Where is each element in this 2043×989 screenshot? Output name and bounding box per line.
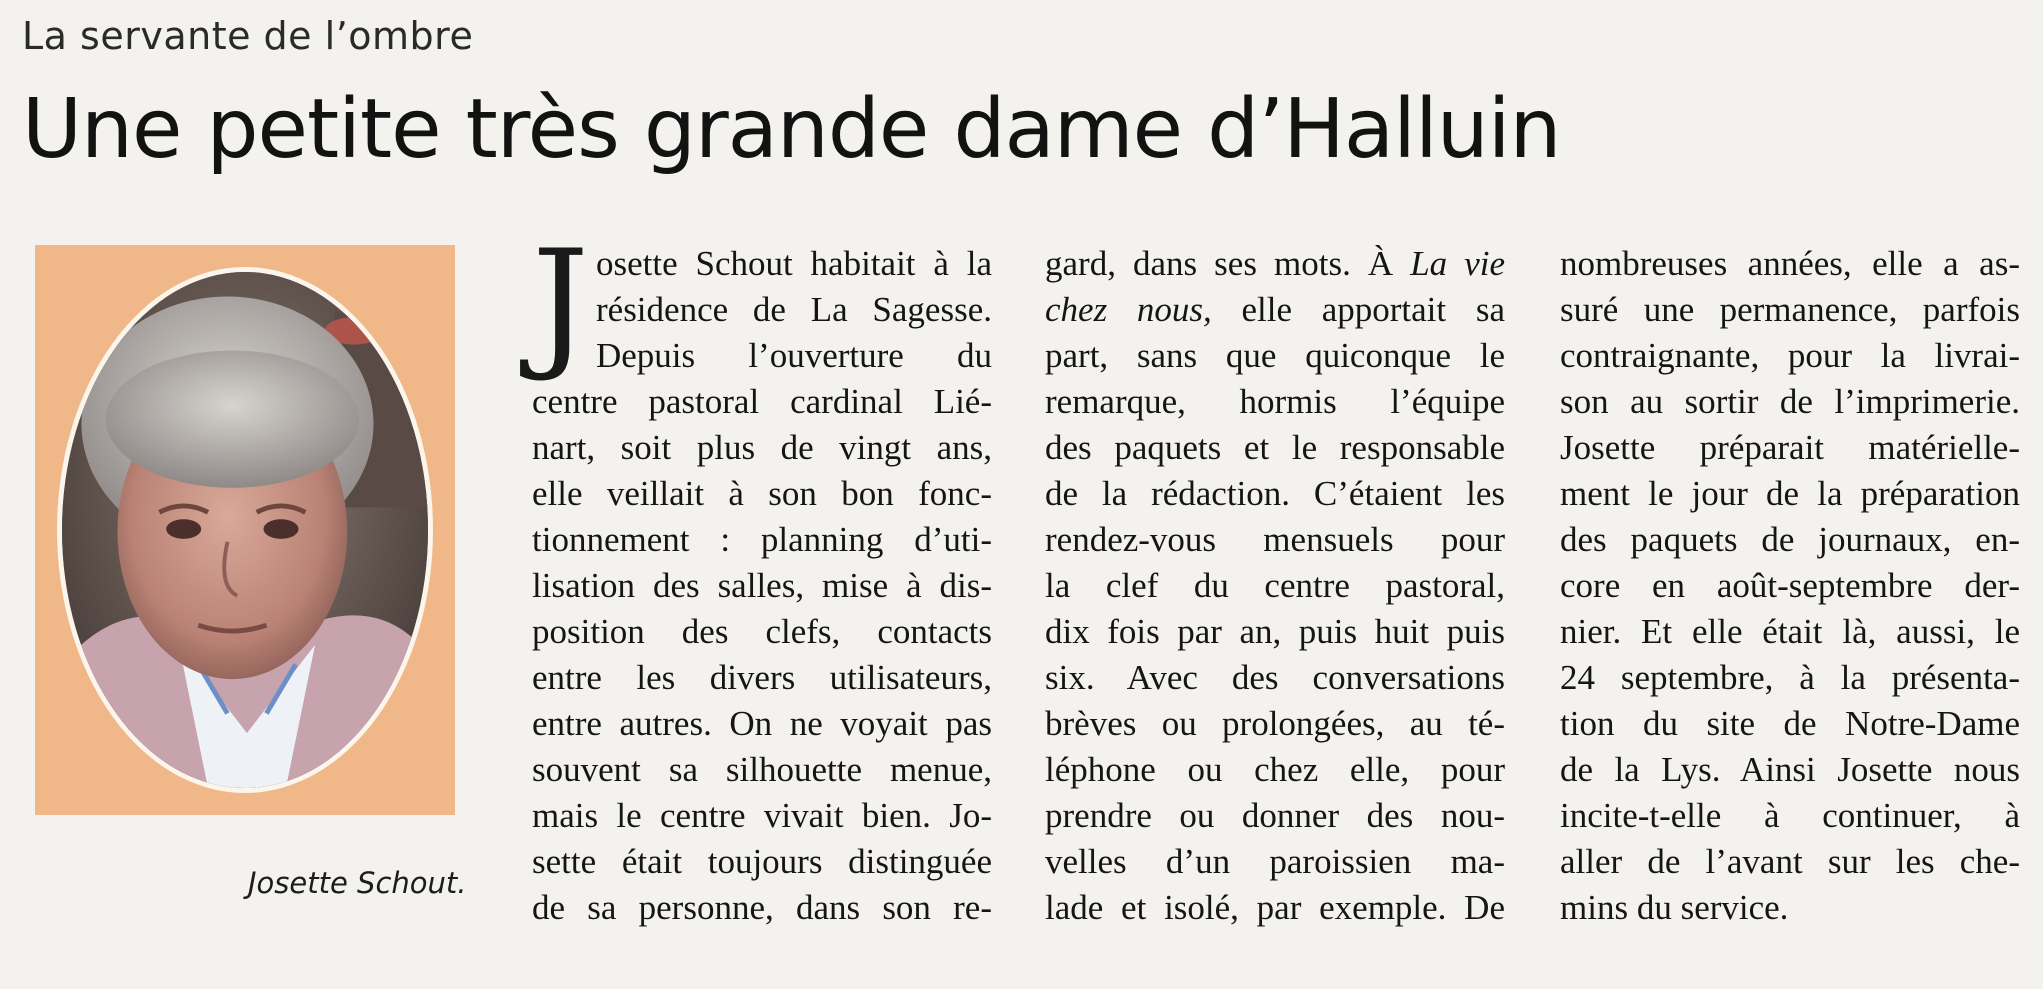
text-line: velles d’un paroissien ma- — [1045, 842, 1505, 881]
text-line: prendre ou donner des nou- — [1045, 796, 1505, 835]
text-line: tionnement : planning d’uti- — [532, 520, 992, 559]
section-kicker: La servante de l’ombre — [22, 14, 474, 58]
text-segment: gard, dans ses mots. À — [1045, 244, 1411, 283]
publication-title: chez nous, — [1045, 290, 1212, 329]
text-line: core en août-septembre der- — [1560, 566, 2020, 605]
text-line: léphone ou chez elle, pour — [1045, 750, 1505, 789]
text-line — [1045, 287, 1505, 333]
portrait-photo — [57, 267, 433, 793]
text-line: lade et isolé, par exemple. De — [1045, 888, 1505, 927]
text-line: dix fois par an, puis huit puis — [1045, 612, 1505, 651]
text-line: mais le centre vivait bien. Jo- — [532, 796, 992, 835]
text-line: centre pastoral cardinal Lié- — [532, 382, 992, 421]
drop-cap: J — [532, 220, 589, 385]
text-line: rendez-vous mensuels pour — [1045, 520, 1505, 559]
text-line: osette Schout habitait à la — [596, 244, 992, 283]
text-line: son au sortir de l’imprimerie. — [1560, 382, 2020, 421]
text-line: incite-t-elle à continuer, à — [1560, 796, 2020, 835]
text-line: mins du service. — [1560, 888, 1789, 927]
photo-caption: Josette Schout. — [248, 866, 467, 900]
text-line: souvent sa silhouette menue, — [532, 750, 992, 789]
text-line: Josette préparait matérielle- — [1560, 428, 2020, 467]
text-line: nart, soit plus de vingt ans, — [532, 428, 992, 467]
text-line: Depuis l’ouverture du — [596, 336, 992, 375]
text-line: brèves ou prolongées, au té- — [1045, 704, 1505, 743]
text-line: position des clefs, contacts — [532, 612, 992, 651]
publication-title: La vie — [1410, 244, 1505, 283]
text-line: elle veillait à son bon fonc- — [532, 474, 992, 513]
text-line: aller de l’avant sur les che- — [1560, 842, 2020, 881]
text-line: lisation des salles, mise à dis- — [532, 566, 992, 605]
portrait-illustration — [62, 272, 428, 788]
text-line: tion du site de Notre-Dame — [1560, 704, 2020, 743]
article-column-3 — [1560, 241, 2020, 931]
text-line: de sa personne, dans son re- — [532, 888, 992, 927]
text-line: entre autres. On ne voyait pas — [532, 704, 992, 743]
text-line: entre les divers utilisateurs, — [532, 658, 992, 697]
text-line — [1045, 241, 1505, 287]
article-column-1 — [532, 241, 992, 931]
text-line: de la rédaction. C’étaient les — [1045, 474, 1505, 513]
text-line: six. Avec des conversations — [1045, 658, 1505, 697]
text-line: sette était toujours distinguée — [532, 842, 992, 881]
text-line: suré une permanence, parfois — [1560, 290, 2020, 329]
text-line: part, sans que quiconque le — [1045, 336, 1505, 375]
text-line: ment le jour de la préparation — [1560, 474, 2020, 513]
text-line: nombreuses années, elle a as- — [1560, 244, 2020, 283]
text-line: nier. Et elle était là, aussi, le — [1560, 612, 2020, 651]
text-line: la clef du centre pastoral, — [1045, 566, 1505, 605]
text-line: contraignante, pour la livrai- — [1560, 336, 2020, 375]
text-line: des paquets et le responsable — [1045, 428, 1505, 467]
text-line: remarque, hormis l’équipe — [1045, 382, 1505, 421]
article-column-2 — [1045, 241, 1505, 931]
text-line: résidence de La Sagesse. — [596, 290, 992, 329]
photo-frame — [35, 245, 455, 815]
text-line: des paquets de journaux, en- — [1560, 520, 2020, 559]
text-line: 24 septembre, à la présenta- — [1560, 658, 2020, 697]
text-segment: elle apportait sa — [1211, 290, 1505, 329]
text-line: de la Lys. Ainsi Josette nous — [1560, 750, 2020, 789]
article-headline: Une petite très grande dame d’Halluin — [22, 82, 1561, 177]
